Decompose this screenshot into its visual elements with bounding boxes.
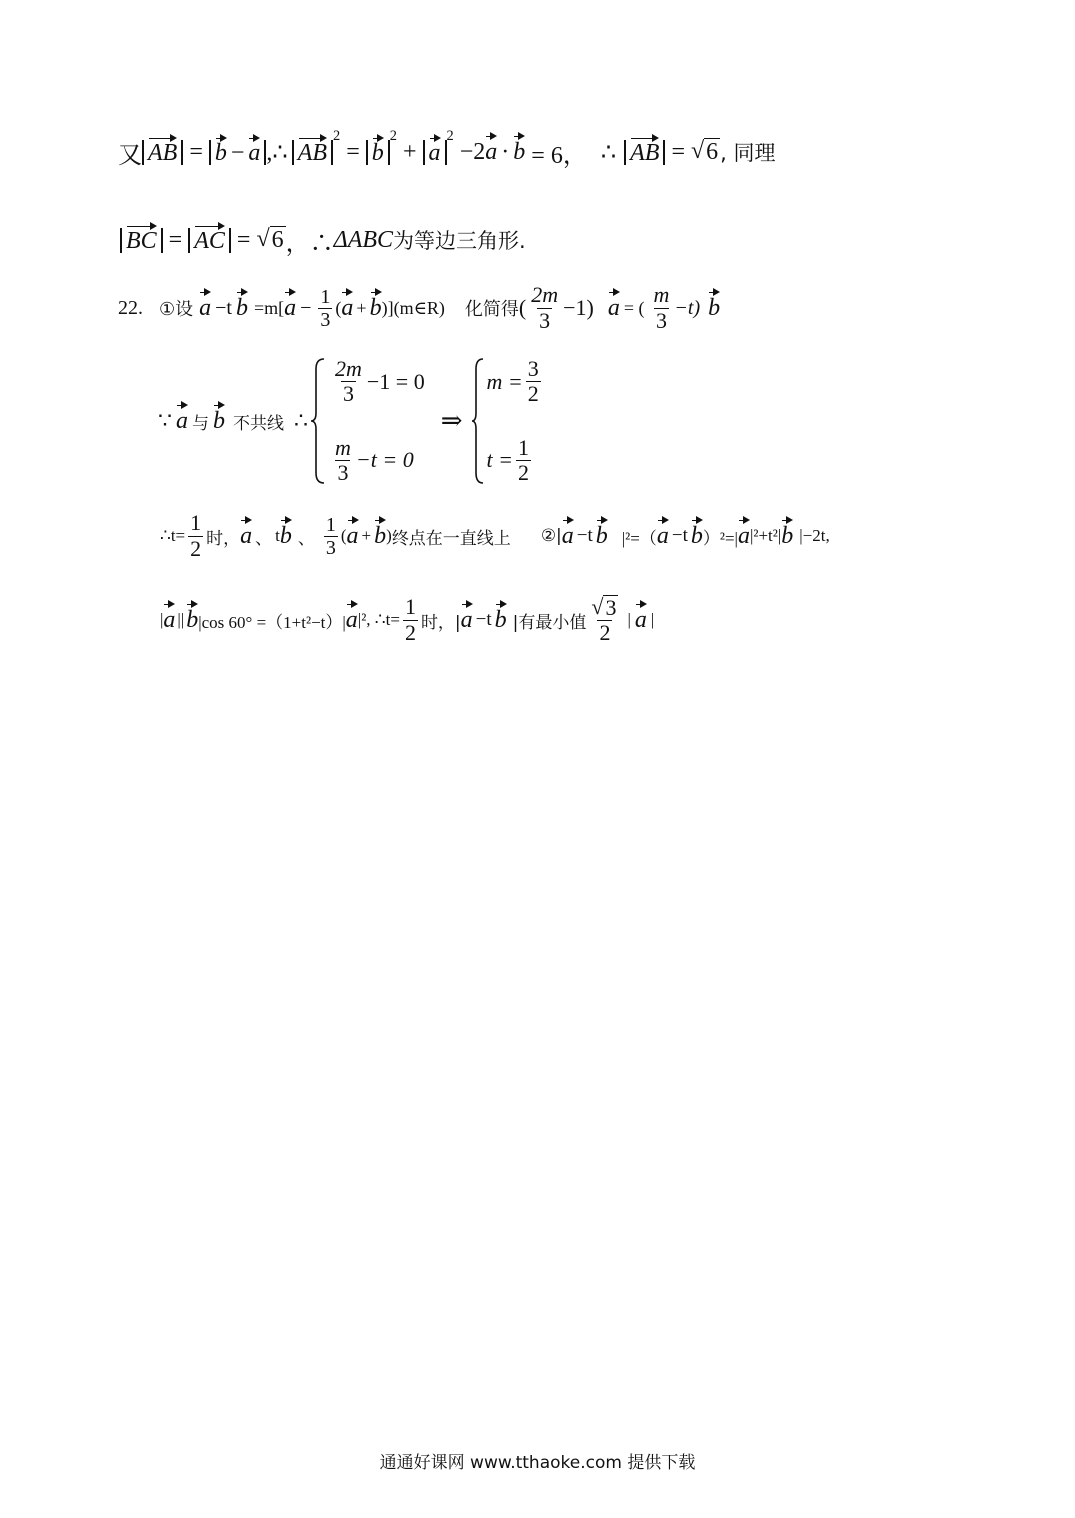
minus-t-2: −t bbox=[576, 525, 593, 546]
vector-b-10: b bbox=[595, 522, 608, 549]
conclusion-line-1 bbox=[160, 506, 830, 566]
equation-line-1 bbox=[118, 128, 776, 176]
sqrt-three: √ 3 bbox=[591, 593, 617, 620]
paren-open-3: ( bbox=[340, 526, 347, 545]
text-min-value: |有最小值 bbox=[512, 612, 587, 633]
text-shi: 时， bbox=[206, 528, 241, 549]
frac-den-3b: 3 bbox=[655, 307, 667, 333]
plus-sign-3: + bbox=[361, 526, 372, 545]
therefore-t: ∴t= bbox=[160, 526, 186, 545]
minus-t-paren: −t) bbox=[674, 296, 701, 319]
res2-den: 2 bbox=[517, 459, 529, 485]
vector-a-16: a bbox=[460, 606, 473, 633]
system-row-1 bbox=[330, 357, 425, 406]
row1-fraction bbox=[333, 357, 364, 406]
abs-ab-3 bbox=[624, 140, 665, 165]
sqrt-six-radicand-2: 6 bbox=[271, 227, 284, 253]
abs-b-minus-a bbox=[209, 140, 267, 165]
bar-2: || bbox=[177, 610, 185, 629]
text-tongli: , 同理 bbox=[720, 141, 776, 165]
minus-sign-2: − bbox=[300, 296, 312, 319]
abs-ab-2 bbox=[292, 140, 333, 165]
fraction-one-half bbox=[188, 511, 203, 560]
result-row-2 bbox=[487, 436, 544, 485]
equation-line-2 bbox=[120, 214, 526, 266]
bracket-m-in-r: ](m∈R) bbox=[387, 297, 445, 318]
sqrt-six: √ 6 bbox=[690, 138, 719, 165]
bar-1: | bbox=[160, 610, 164, 629]
row2-den: 3 bbox=[337, 459, 349, 485]
frac-num-2m: 2m bbox=[531, 282, 559, 308]
vector-a-2: a bbox=[428, 139, 441, 166]
vector-a-6: a bbox=[341, 294, 354, 321]
row1-num: 2m bbox=[335, 356, 362, 381]
vector-a-12: a bbox=[656, 522, 669, 549]
bar-4: | bbox=[650, 610, 655, 629]
vector-b-11: b bbox=[690, 522, 703, 549]
res2-lhs: t = bbox=[486, 447, 513, 473]
vector-a-8: a bbox=[176, 407, 188, 434]
vector-b-14: b bbox=[494, 606, 507, 633]
vector-b-7: b bbox=[213, 407, 225, 434]
equals-six: = 6， bbox=[531, 142, 587, 169]
result-row-1 bbox=[487, 357, 544, 406]
text-equilateral: 为等边三角形. bbox=[393, 229, 526, 253]
vector-a-15: a bbox=[345, 606, 358, 633]
frac-num: 1 bbox=[320, 285, 331, 308]
sq-eq: |²=（ bbox=[621, 528, 657, 548]
bar-3: | bbox=[627, 610, 631, 629]
vector-a-4: a bbox=[199, 294, 212, 321]
row1-tail: −1 = 0 bbox=[366, 368, 425, 394]
sqrt-frac-den: 2 bbox=[599, 620, 611, 645]
vector-b-12: b bbox=[781, 522, 794, 549]
text-dun: 、 bbox=[255, 528, 273, 549]
fraction-2m-3 bbox=[529, 283, 560, 332]
because-sign: ∵ bbox=[158, 408, 172, 433]
res1-fraction bbox=[526, 357, 541, 406]
footer-credit: 通通好课网 www.tthaoke.com 提供下载 bbox=[379, 1453, 696, 1473]
vector-a-13: a bbox=[737, 522, 750, 549]
vector-a-5: a bbox=[284, 294, 297, 321]
fraction-one-third bbox=[318, 286, 332, 331]
vector-b-4: b bbox=[235, 294, 248, 321]
minus-2t: |−2t, bbox=[799, 526, 830, 545]
row2-num: m bbox=[335, 434, 351, 460]
square-exponent-2: 2 bbox=[389, 128, 397, 144]
text-circle2: ②| bbox=[540, 526, 562, 546]
sqrt-six-radicand: 6 bbox=[706, 139, 719, 165]
close-sq: ）²=| bbox=[702, 528, 738, 548]
sq-plus: |²+t²| bbox=[749, 526, 782, 545]
half-den: 2 bbox=[190, 535, 202, 561]
vector-b: b bbox=[214, 139, 227, 166]
vector-a-7: a bbox=[607, 294, 620, 321]
half-num-2: 1 bbox=[404, 594, 416, 620]
text-you: 又 bbox=[118, 140, 142, 169]
fraction-one-third-2 bbox=[324, 514, 338, 559]
text-endpoint: 终点在一直线上 bbox=[391, 528, 511, 549]
therefore-sign: ,∴ bbox=[266, 139, 288, 166]
fraction-sqrt3-2 bbox=[589, 595, 620, 645]
abs-a bbox=[423, 140, 447, 165]
res2-num: 1 bbox=[517, 434, 529, 460]
vector-bc: BC bbox=[126, 227, 157, 254]
vector-a-3: a bbox=[485, 138, 498, 165]
system-line bbox=[158, 356, 544, 486]
plus-sign: + bbox=[402, 138, 417, 165]
eq-m-bracket: =m[ bbox=[253, 297, 285, 318]
sqrt-three-radicand: 3 bbox=[605, 594, 617, 620]
left-brace-2 bbox=[471, 357, 485, 485]
text-circle1-she: ①设 bbox=[159, 299, 194, 320]
vector-b-13: b bbox=[186, 606, 199, 633]
vector-b-9: b bbox=[374, 522, 387, 549]
system-rows bbox=[330, 357, 425, 485]
vector-b-5: b bbox=[369, 294, 382, 321]
abs-b bbox=[366, 140, 390, 165]
equals-sign-2: = bbox=[346, 138, 360, 165]
therefore-sign-4: ∴ bbox=[294, 408, 308, 433]
sqrt-six-2: √ 6 bbox=[256, 226, 284, 253]
result-rows bbox=[487, 357, 544, 485]
third-den: 3 bbox=[325, 536, 336, 559]
left-brace-1 bbox=[310, 357, 326, 485]
text-shi-2: 时，| bbox=[420, 612, 461, 633]
paren-close: ) bbox=[381, 297, 388, 318]
vector-a-11: a bbox=[561, 522, 574, 549]
vector-ab: AB bbox=[148, 139, 178, 166]
vector-b-6: b bbox=[708, 294, 721, 321]
frac-den: 3 bbox=[320, 308, 331, 331]
sq-comma: |², ∴t= bbox=[357, 610, 400, 629]
eq-paren: = ( bbox=[623, 297, 645, 318]
dot-sign: · bbox=[501, 138, 510, 165]
equals-sign-4: = bbox=[168, 226, 183, 253]
vector-ac: AC bbox=[194, 227, 225, 254]
vector-a-9: a bbox=[240, 522, 253, 549]
implies-arrow: ⇒ bbox=[440, 406, 463, 435]
equals-sign-5: = bbox=[236, 226, 251, 253]
minus-t-3: −t bbox=[671, 525, 688, 546]
third-num: 1 bbox=[325, 513, 336, 536]
paren-close-2: ) bbox=[386, 526, 392, 545]
vector-a-17: a bbox=[634, 606, 647, 633]
abs-ac bbox=[188, 228, 231, 253]
minus-t-4: −t bbox=[475, 609, 492, 630]
text-t: t bbox=[275, 526, 280, 545]
minus-t: −t bbox=[215, 296, 232, 319]
half-den-2: 2 bbox=[404, 619, 416, 645]
vector-b-8: b bbox=[279, 522, 292, 549]
res1-lhs: m = bbox=[486, 368, 523, 394]
row2-fraction bbox=[333, 436, 353, 485]
cos-expression: |cos 60° =（1+t²−t）| bbox=[198, 612, 346, 632]
text-dun-2: 、 bbox=[297, 528, 315, 549]
equals-sign: = bbox=[189, 138, 203, 165]
square-exponent: 2 bbox=[333, 128, 341, 144]
therefore-sign-3: ，∴ bbox=[285, 230, 334, 257]
text-yu: 与 bbox=[192, 413, 209, 434]
paren-open: ( bbox=[335, 297, 342, 318]
vector-b-2: b bbox=[371, 139, 384, 166]
frac-num-m: m bbox=[653, 282, 670, 308]
frac-den-3: 3 bbox=[539, 307, 551, 333]
abs-bc bbox=[120, 228, 163, 253]
question-22-line bbox=[118, 278, 720, 338]
res2-fraction bbox=[516, 436, 531, 485]
therefore-sign-2: ∴ bbox=[600, 139, 617, 166]
system-row-2 bbox=[330, 436, 425, 485]
vector-a-10: a bbox=[346, 522, 359, 549]
plus-sign-2: + bbox=[356, 297, 367, 318]
square-exponent-3: 2 bbox=[446, 128, 454, 144]
fraction-m-3 bbox=[652, 283, 672, 332]
text-simplify: 化简得 bbox=[464, 299, 519, 320]
minus-two: −2 bbox=[459, 138, 486, 165]
fraction-one-half-2 bbox=[403, 595, 418, 644]
vector-a: a bbox=[248, 139, 261, 166]
res1-num: 3 bbox=[527, 356, 539, 381]
vector-ab-3: AB bbox=[630, 139, 660, 166]
minus-sign: − bbox=[230, 139, 245, 166]
row2-tail: −t = 0 bbox=[355, 447, 414, 473]
row1-den: 3 bbox=[342, 381, 354, 407]
minus-one-paren: −1) bbox=[563, 295, 594, 320]
vector-a-14: a bbox=[163, 606, 176, 633]
conclusion-line-2 bbox=[160, 588, 654, 652]
abs-ab bbox=[142, 140, 183, 165]
equals-sign-3: = bbox=[671, 138, 685, 165]
text-noncollinear: 不共线 bbox=[233, 413, 284, 434]
question-number: 22. bbox=[118, 296, 143, 319]
paren-open-2: ( bbox=[518, 295, 527, 320]
triangle-abc: ΔABC bbox=[333, 226, 394, 253]
res1-den: 2 bbox=[527, 381, 539, 407]
vector-ab-2: AB bbox=[297, 139, 328, 166]
vector-b-3: b bbox=[513, 138, 526, 165]
half-num: 1 bbox=[190, 510, 202, 536]
